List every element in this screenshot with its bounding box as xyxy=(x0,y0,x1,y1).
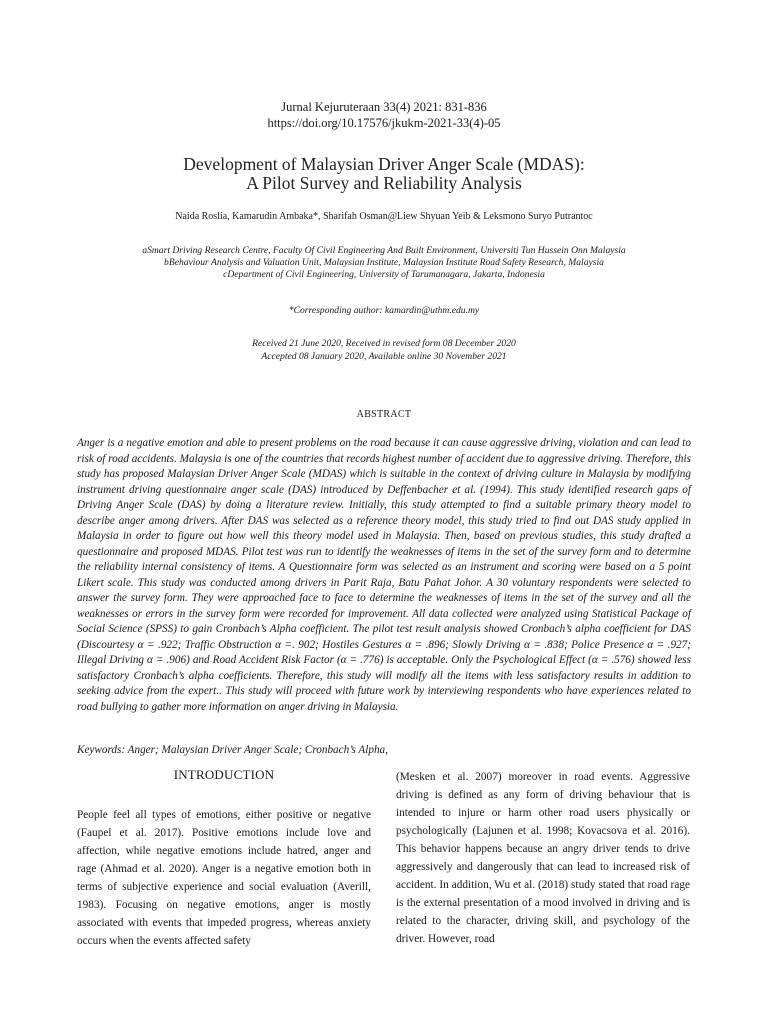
corresponding-author: *Corresponding author: kamardin@uthm.edu.my xyxy=(288,305,480,316)
affiliations xyxy=(0,245,768,281)
received-dates: Received 21 June 2020, Received in revised form 08 December 2020 xyxy=(252,338,516,349)
introduction-heading: INTRODUCTION xyxy=(173,767,275,782)
affiliation-c: cDepartment of Civil Engineering, University of Tarumanagara, Jakarta, Indonesia xyxy=(223,269,545,280)
abstract-heading: ABSTRACT xyxy=(356,409,412,420)
paper-title-line-1: Development of Malaysian Driver Anger Scale (MDAS): xyxy=(183,154,585,174)
paper-title-line-2: A Pilot Survey and Reliability Analysis xyxy=(246,173,522,193)
paper-title xyxy=(0,155,768,193)
accepted-dates: Accepted 08 January 2020, Available online 30 November 2021 xyxy=(261,350,507,362)
affiliation-b: bBehaviour Analysis and Valuation Unit, Malaysian Institute, Malaysian Institute Road Safety Research, Malaysia xyxy=(164,257,604,268)
introduction-left-column: People feel all types of emotions, either positive or negative (Faupel et al. 2017). Positive emotions include love and affection, while negative emotions include hatred, anger and rage (Ahmad et al. 2020). Anger is a negative emotion both in terms of subjective experience and social evaluation (Averill, 1983). Focusing on negative emotions, anger is mostly associated with events that impeded progress, whereas anxiety occurs when the events affected safety xyxy=(77,809,371,947)
publication-dates xyxy=(0,338,768,363)
keywords: Keywords: Anger; Malaysian Driver Anger Scale; Cronbach’s Alpha, xyxy=(77,744,388,756)
affiliation-a: aSmart Driving Research Centre, Faculty Of Civil Engineering And Built Environment, Universiti Tun Hussein Onn Malaysia xyxy=(142,245,626,256)
author-list: Naida Roslia, Kamarudin Ambaka*, Sharifah Osman@Liew Shyuan Yeib & Leksmono Suryo Putrantoc xyxy=(175,211,593,222)
introduction-right-column: (Mesken et al. 2007) moreover in road events. Aggressive driving is defined as any form of driving behaviour that is intended to injure or harm other road users physically or psychologically (Lajunen et al. 1998; Kovacsova et al. 2016). This behavior happens because an angry driver tends to drive aggressively and dangerously that can lead to increased risk of accident. In addition, Wu et al. (2018) study stated that road rage is the external presentation of a mood involved in driving and is related to the character, driving skill, and psychology of the driver. However, road xyxy=(396,771,690,945)
journal-citation: Jurnal Kejuruteraan 33(4) 2021: 831-836 xyxy=(281,100,487,114)
abstract-text: Anger is a negative emotion and able to present problems on the road because it can cause aggressive driving, violation and can lead to risk of road accidents. Malaysia is one of the countries that records highest number of accident due to aggressive driving. Therefore, this study has proposed Malaysian Driver Anger Scale (MDAS) which is suitable in the context of driving culture in Malaysia by modifying instrument driving questionnaire anger scale (DAS) introduced by Deffenbacher et al. (1994). This study identified research gaps of Driving Anger Scale (DAS) by doing a literature review. Initially, this study attempted to find a suitable primary theory model to describe anger among drivers. After DAS was selected as a reference theory model, this study tried to find out DAS study applied in Malaysia in order to figure out how well this theory model used in Malaysia. Then, based on previous studies, this study drafted a questionnaire and proposed MDAS. Pilot test was run to identify the weaknesses of items in the set of the survey form and to determine the reliability internal consistency of items. A Questionnaire form was selected as an instrument and scoring were based on a 5 point Likert scale. This study was conducted among drivers in Parit Raja, Batu Pahat Johor. A 30 voluntary respondents were selected to answer the survey form. They were approached face to face to determine the weaknesses of items in the set of the survey and all the weaknesses or errors in the survey form were recorded for improvement. All data collected were analyzed using Statistical Package of Social Science (SPSS) to gain Cronbach’s Alpha coefficient. The pilot test result analysis showed Cronbach’s alpha coefficient for DAS (Discourtesy α = .922; Traffic Obstruction α =. 902; Hostiles Gestures α = .896; Slowly Driving α = .838; Police Presence α = .927; Illegal Driving α = .906) and Road Accident Risk Factor (α = .776) is acceptable. Only the Psychological Effect (α = .576) showed less satisfactory Cronbach’s alpha coefficients. Therefore, this study will modify all the items with less satisfactory results in addition to seeking advice from the expert.. This study will proceed with future work by interviewing respondents who have experiences related to road bullying to gather more information on anger driving in Malaysia. xyxy=(77,437,691,713)
doi-link[interactable]: https://doi.org/10.17576/jkukm-2021-33(4)-05 xyxy=(267,116,501,130)
